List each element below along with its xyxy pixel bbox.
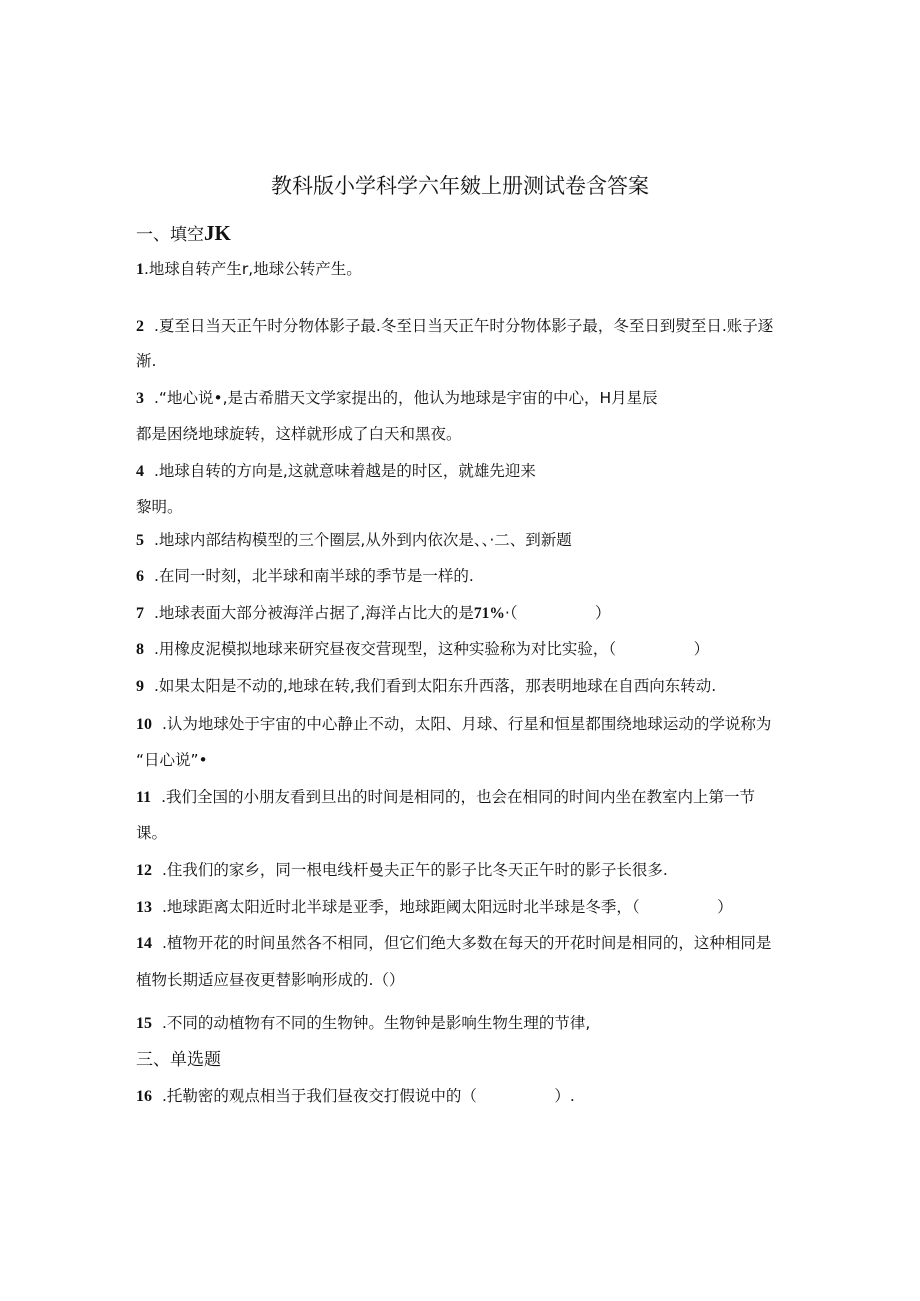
question-number: 5	[136, 532, 144, 549]
question-14-continuation: 植物长期适应昼夜更替影响形成的.（）	[136, 971, 405, 989]
question-number: 11	[136, 789, 152, 806]
question-15	[136, 1013, 590, 1034]
question-6	[136, 566, 474, 587]
question-number: 1	[136, 261, 144, 278]
question-number: 4	[136, 463, 144, 480]
question-number: 14	[136, 935, 152, 952]
question-text: .地球距离太阳近时北半球是亚季，地球距阈太阳远时北半球是冬季，（ ）	[162, 898, 733, 916]
question-answer-blank: ·（ ）	[504, 604, 611, 622]
question-number: 8	[136, 641, 144, 658]
question-5	[136, 530, 572, 551]
question-number: 7	[136, 605, 144, 622]
question-number: 3	[136, 390, 144, 407]
question-2-continuation: 渐.	[136, 352, 157, 370]
question-text: .不同的动植物有不同的生物钟。生物钟是影响生物生理的节律,	[162, 1014, 591, 1032]
question-9	[136, 676, 716, 697]
question-2	[136, 316, 773, 337]
question-number: 2	[136, 318, 144, 335]
question-1	[136, 259, 362, 280]
question-number: 16	[136, 1088, 152, 1105]
question-text: .地球表面大部分被海洋占据了,海洋占比大的是	[154, 604, 474, 622]
question-text: .夏至日当天正午时分物体影子最.冬至日当天正午时分物体影子最，冬至日到熨至日.账子逐	[154, 317, 774, 335]
section-heading-label: 一、填空	[136, 225, 204, 245]
section-heading-fill-in	[136, 222, 231, 246]
question-13	[136, 897, 733, 918]
question-text: .我们全国的小朋友看到旦出的时间是相同的，也会在相同的时间内坐在教室内上第一节	[161, 788, 756, 806]
question-number: 13	[136, 899, 152, 916]
question-14	[136, 933, 771, 954]
question-7	[136, 603, 611, 624]
question-number: 12	[136, 862, 152, 879]
question-text: .地球自转的方向是,这就意味着越是的时区，就雄先迎来	[154, 462, 536, 480]
question-8	[136, 639, 709, 660]
section-heading-single-choice: 三、单选题	[136, 1050, 221, 1070]
question-text: .地球内部结构模型的三个圈层,从外到内依次是、、·二、到新题	[154, 531, 572, 549]
question-text: .“地心说•,是古希腊天文学家提出的，他认为地球是宇宙的中心，H月星辰	[154, 389, 658, 407]
question-text: .住我们的家乡，同一根电线杆曼夫正午的影子比冬天正午时的影子长很多.	[162, 861, 668, 879]
question-4	[136, 461, 536, 482]
question-text: .地球自转产生r,地球公转产生。	[144, 260, 362, 278]
question-number: 6	[136, 568, 144, 585]
question-number: 15	[136, 1015, 152, 1032]
question-12	[136, 860, 668, 881]
question-text: .认为地球处于宇宙的中心静止不动，太阳、月球、行星和恒星都围绕地球运动的学说称为	[162, 715, 772, 733]
question-number: 10	[136, 716, 152, 733]
page-title: 教科版小学科学六年皴上册测试卷含答案	[271, 174, 649, 198]
question-10-continuation: “日心说”•	[136, 751, 208, 769]
question-text: .用橡皮泥模拟地球来研究昼夜交营现型，这种实验称为对比实验，（ ）	[154, 640, 710, 658]
question-16	[136, 1086, 575, 1107]
question-text: .托勒密的观点相当于我们昼夜交打假说中的（ ）.	[162, 1087, 575, 1105]
question-10	[136, 714, 771, 735]
section-heading-tail: JK	[204, 221, 231, 245]
question-percent: 71%	[473, 605, 505, 622]
question-3	[136, 388, 658, 409]
question-number: 9	[136, 678, 144, 695]
question-11	[136, 787, 755, 808]
question-11-continuation: 课。	[136, 824, 168, 842]
question-3-continuation: 都是困绕地球旋转，这样就形成了白天和黑夜。	[136, 425, 462, 443]
question-text: .植物开花的时间虽然各不相同，但它们绝大多数在每天的开花时间是相同的，这种相同是	[162, 934, 772, 952]
question-text: .如果太阳是不动的,地球在转,我们看到太阳东升西落，那表明地球在自西向东转动.	[154, 677, 717, 695]
question-4-continuation: 黎明。	[136, 498, 183, 516]
question-text: .在同一时刻，北半球和南半球的季节是一样的.	[154, 567, 474, 585]
